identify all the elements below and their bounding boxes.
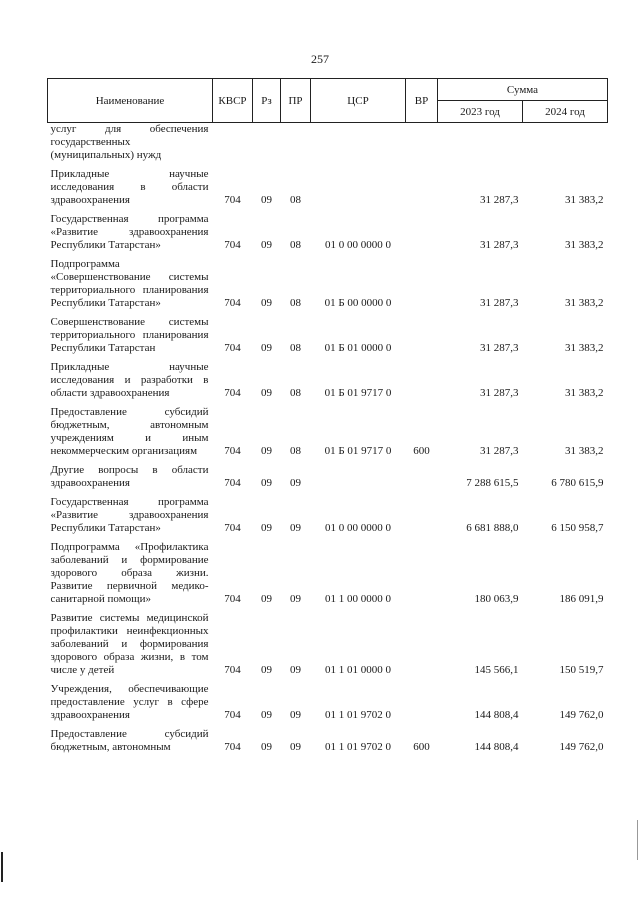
- cell-name: Совершенствование системы территориального планирования Республики Татарстан: [50, 316, 209, 354]
- cell-rz: 09: [261, 741, 272, 753]
- cell-kvsr: 704: [224, 387, 241, 399]
- cell-sum-2023: 145 566,1: [474, 664, 519, 676]
- cell-sum-2024: 31 383,2: [565, 342, 604, 354]
- cell-sum-2024: 6 150 958,7: [551, 522, 604, 534]
- cell-sum-2024: 186 091,9: [559, 593, 604, 605]
- cell-csr: [311, 123, 406, 169]
- cell-vr: [406, 316, 438, 361]
- cell-sum-2024: 31 383,2: [565, 387, 604, 399]
- cell-kvsr: 704: [224, 239, 241, 251]
- cell-pr: 08: [290, 194, 301, 206]
- cell-csr: 01 Б 01 9717 0: [324, 445, 392, 457]
- cell-kvsr: 704: [224, 709, 241, 721]
- cell-pr: 08: [290, 387, 301, 399]
- cell-sum-2023: 31 287,3: [480, 445, 519, 457]
- cell-sum-2024: 150 519,7: [559, 664, 604, 676]
- cell-sum-2024: 149 762,0: [559, 709, 604, 721]
- table-row: [48, 496, 608, 541]
- cell-rz: 09: [261, 239, 272, 251]
- cell-csr: 01 0 00 0000 0: [325, 522, 391, 534]
- cell-rz: 09: [261, 297, 272, 309]
- cell-name: Прикладные научные исследования и разработки в области здравоохранения: [50, 361, 209, 399]
- cell-kvsr: [213, 123, 253, 169]
- cell-vr: [406, 541, 438, 612]
- cell-rz: 09: [261, 387, 272, 399]
- cell-sum-2023: 31 287,3: [480, 297, 519, 309]
- cell-rz: 09: [261, 709, 272, 721]
- cell-pr: 09: [290, 664, 301, 676]
- cell-csr: 01 Б 01 0000 0: [324, 342, 392, 354]
- table-row: [48, 541, 608, 612]
- cell-rz: [253, 123, 281, 169]
- table-row: [48, 361, 608, 406]
- cell-vr: [406, 361, 438, 406]
- cell-sum-2024: 31 383,2: [565, 445, 604, 457]
- cell-sum-2024: 31 383,2: [565, 194, 604, 206]
- cell-name: Подпрограмма «Профилактика заболеваний и формирование здорового образа жизни. Развитие первичной медико-санитарной помощи»: [50, 541, 209, 605]
- cell-name: Подпрограмма «Совершенствование системы территориального планирования Республики Татарстан»: [50, 258, 209, 309]
- header-sum: Сумма: [438, 79, 608, 101]
- cell-name: Прикладные научные исследования в области здравоохранения: [50, 168, 209, 206]
- cell-vr: 600: [413, 741, 430, 753]
- cell-rz: 09: [261, 522, 272, 534]
- header-csr: ЦСР: [311, 79, 406, 123]
- cell-name: Предоставление субсидий бюджетным, автономным: [50, 728, 209, 753]
- cell-vr: [406, 168, 438, 213]
- table-row: [48, 213, 608, 258]
- cell-vr: [406, 123, 438, 169]
- header-rz: Рз: [253, 79, 281, 123]
- cell-pr: 08: [290, 342, 301, 354]
- cell-pr: 09: [290, 522, 301, 534]
- cell-sum-2024: 6 780 615,9: [551, 477, 604, 489]
- cell-sum-2023: [438, 123, 523, 169]
- table-body: [48, 123, 608, 761]
- cell-rz: 09: [261, 477, 272, 489]
- header-kvsr: КВСР: [213, 79, 253, 123]
- cell-kvsr: 704: [224, 445, 241, 457]
- cell-sum-2023: 7 288 615,5: [466, 477, 519, 489]
- header-pr: ПР: [281, 79, 311, 123]
- cell-sum-2023: 31 287,3: [480, 239, 519, 251]
- cell-vr: [406, 612, 438, 683]
- cell-vr: 600: [413, 445, 430, 457]
- cell-csr: 01 Б 01 9717 0: [324, 387, 392, 399]
- cell-csr: 01 1 00 0000 0: [325, 593, 391, 605]
- scan-edge-mark-right: [637, 820, 638, 860]
- cell-kvsr: 704: [224, 664, 241, 676]
- cell-vr: [406, 258, 438, 316]
- cell-name: Развитие системы медицинской профилактики неинфекционных заболеваний и формирования здорового образа жизни, в том числе у детей: [50, 612, 209, 676]
- cell-name: Учреждения, обеспечивающие предоставление услуг в сфере здравоохранения: [50, 683, 209, 721]
- cell-vr: [406, 683, 438, 728]
- cell-rz: 09: [261, 445, 272, 457]
- table-row: [48, 123, 608, 169]
- table-row: [48, 168, 608, 213]
- cell-kvsr: 704: [224, 522, 241, 534]
- cell-vr: [406, 213, 438, 258]
- cell-vr: [406, 496, 438, 541]
- cell-csr: 01 0 00 0000 0: [325, 239, 391, 251]
- table-row: [48, 464, 608, 496]
- cell-sum-2023: 31 287,3: [480, 194, 519, 206]
- cell-name: Предоставление субсидий бюджетным, автономным учреждениям и иным некоммерческим организациям: [50, 406, 209, 457]
- cell-sum-2023: 31 287,3: [480, 387, 519, 399]
- cell-pr: 08: [290, 239, 301, 251]
- cell-rz: 09: [261, 664, 272, 676]
- header-name: Наименование: [48, 79, 213, 123]
- cell-pr: 08: [290, 445, 301, 457]
- cell-rz: 09: [261, 593, 272, 605]
- cell-csr: 01 Б 00 0000 0: [324, 297, 392, 309]
- cell-kvsr: 704: [224, 477, 241, 489]
- table-row: [48, 612, 608, 683]
- cell-rz: 09: [261, 194, 272, 206]
- header-year-2023: 2023 год: [438, 101, 523, 123]
- cell-pr: 09: [290, 593, 301, 605]
- cell-csr: [311, 464, 406, 496]
- cell-kvsr: 704: [224, 342, 241, 354]
- cell-kvsr: 704: [224, 741, 241, 753]
- cell-sum-2024: 149 762,0: [559, 741, 604, 753]
- header-year-2024: 2024 год: [523, 101, 608, 123]
- cell-sum-2023: 31 287,3: [480, 342, 519, 354]
- cell-kvsr: 704: [224, 593, 241, 605]
- cell-pr: 09: [290, 741, 301, 753]
- table-row: [48, 728, 608, 760]
- cell-vr: [406, 464, 438, 496]
- cell-csr: 01 1 01 9702 0: [325, 709, 391, 721]
- cell-csr: 01 1 01 9702 0: [325, 741, 391, 753]
- cell-sum-2023: 144 808,4: [474, 709, 519, 721]
- table-header: [48, 79, 608, 123]
- cell-sum-2023: 6 681 888,0: [466, 522, 519, 534]
- cell-csr: 01 1 01 0000 0: [325, 664, 391, 676]
- cell-sum-2023: 180 063,9: [474, 593, 519, 605]
- table-row: [48, 406, 608, 464]
- cell-name: услуг для обеспечения государственных (муниципальных) нужд: [50, 123, 209, 161]
- cell-sum-2024: [523, 123, 608, 169]
- budget-table: [47, 78, 608, 760]
- cell-pr: 09: [290, 709, 301, 721]
- scan-edge-mark: [1, 852, 3, 882]
- page-number: 257: [311, 52, 329, 66]
- cell-sum-2023: 144 808,4: [474, 741, 519, 753]
- table-row: [48, 683, 608, 728]
- cell-pr: 08: [290, 297, 301, 309]
- cell-sum-2024: 31 383,2: [565, 297, 604, 309]
- table-row: [48, 316, 608, 361]
- cell-name: Другие вопросы в области здравоохранения: [50, 464, 209, 489]
- cell-kvsr: 704: [224, 194, 241, 206]
- cell-sum-2024: 31 383,2: [565, 239, 604, 251]
- cell-csr: [311, 168, 406, 213]
- header-vr: ВР: [406, 79, 438, 123]
- cell-pr: 09: [290, 477, 301, 489]
- cell-pr: [281, 123, 311, 169]
- table-row: [48, 258, 608, 316]
- cell-name: Государственная программа «Развитие здравоохранения Республики Татарстан»: [50, 213, 209, 251]
- cell-kvsr: 704: [224, 297, 241, 309]
- cell-name: Государственная программа «Развитие здравоохранения Республики Татарстан»: [50, 496, 209, 534]
- cell-rz: 09: [261, 342, 272, 354]
